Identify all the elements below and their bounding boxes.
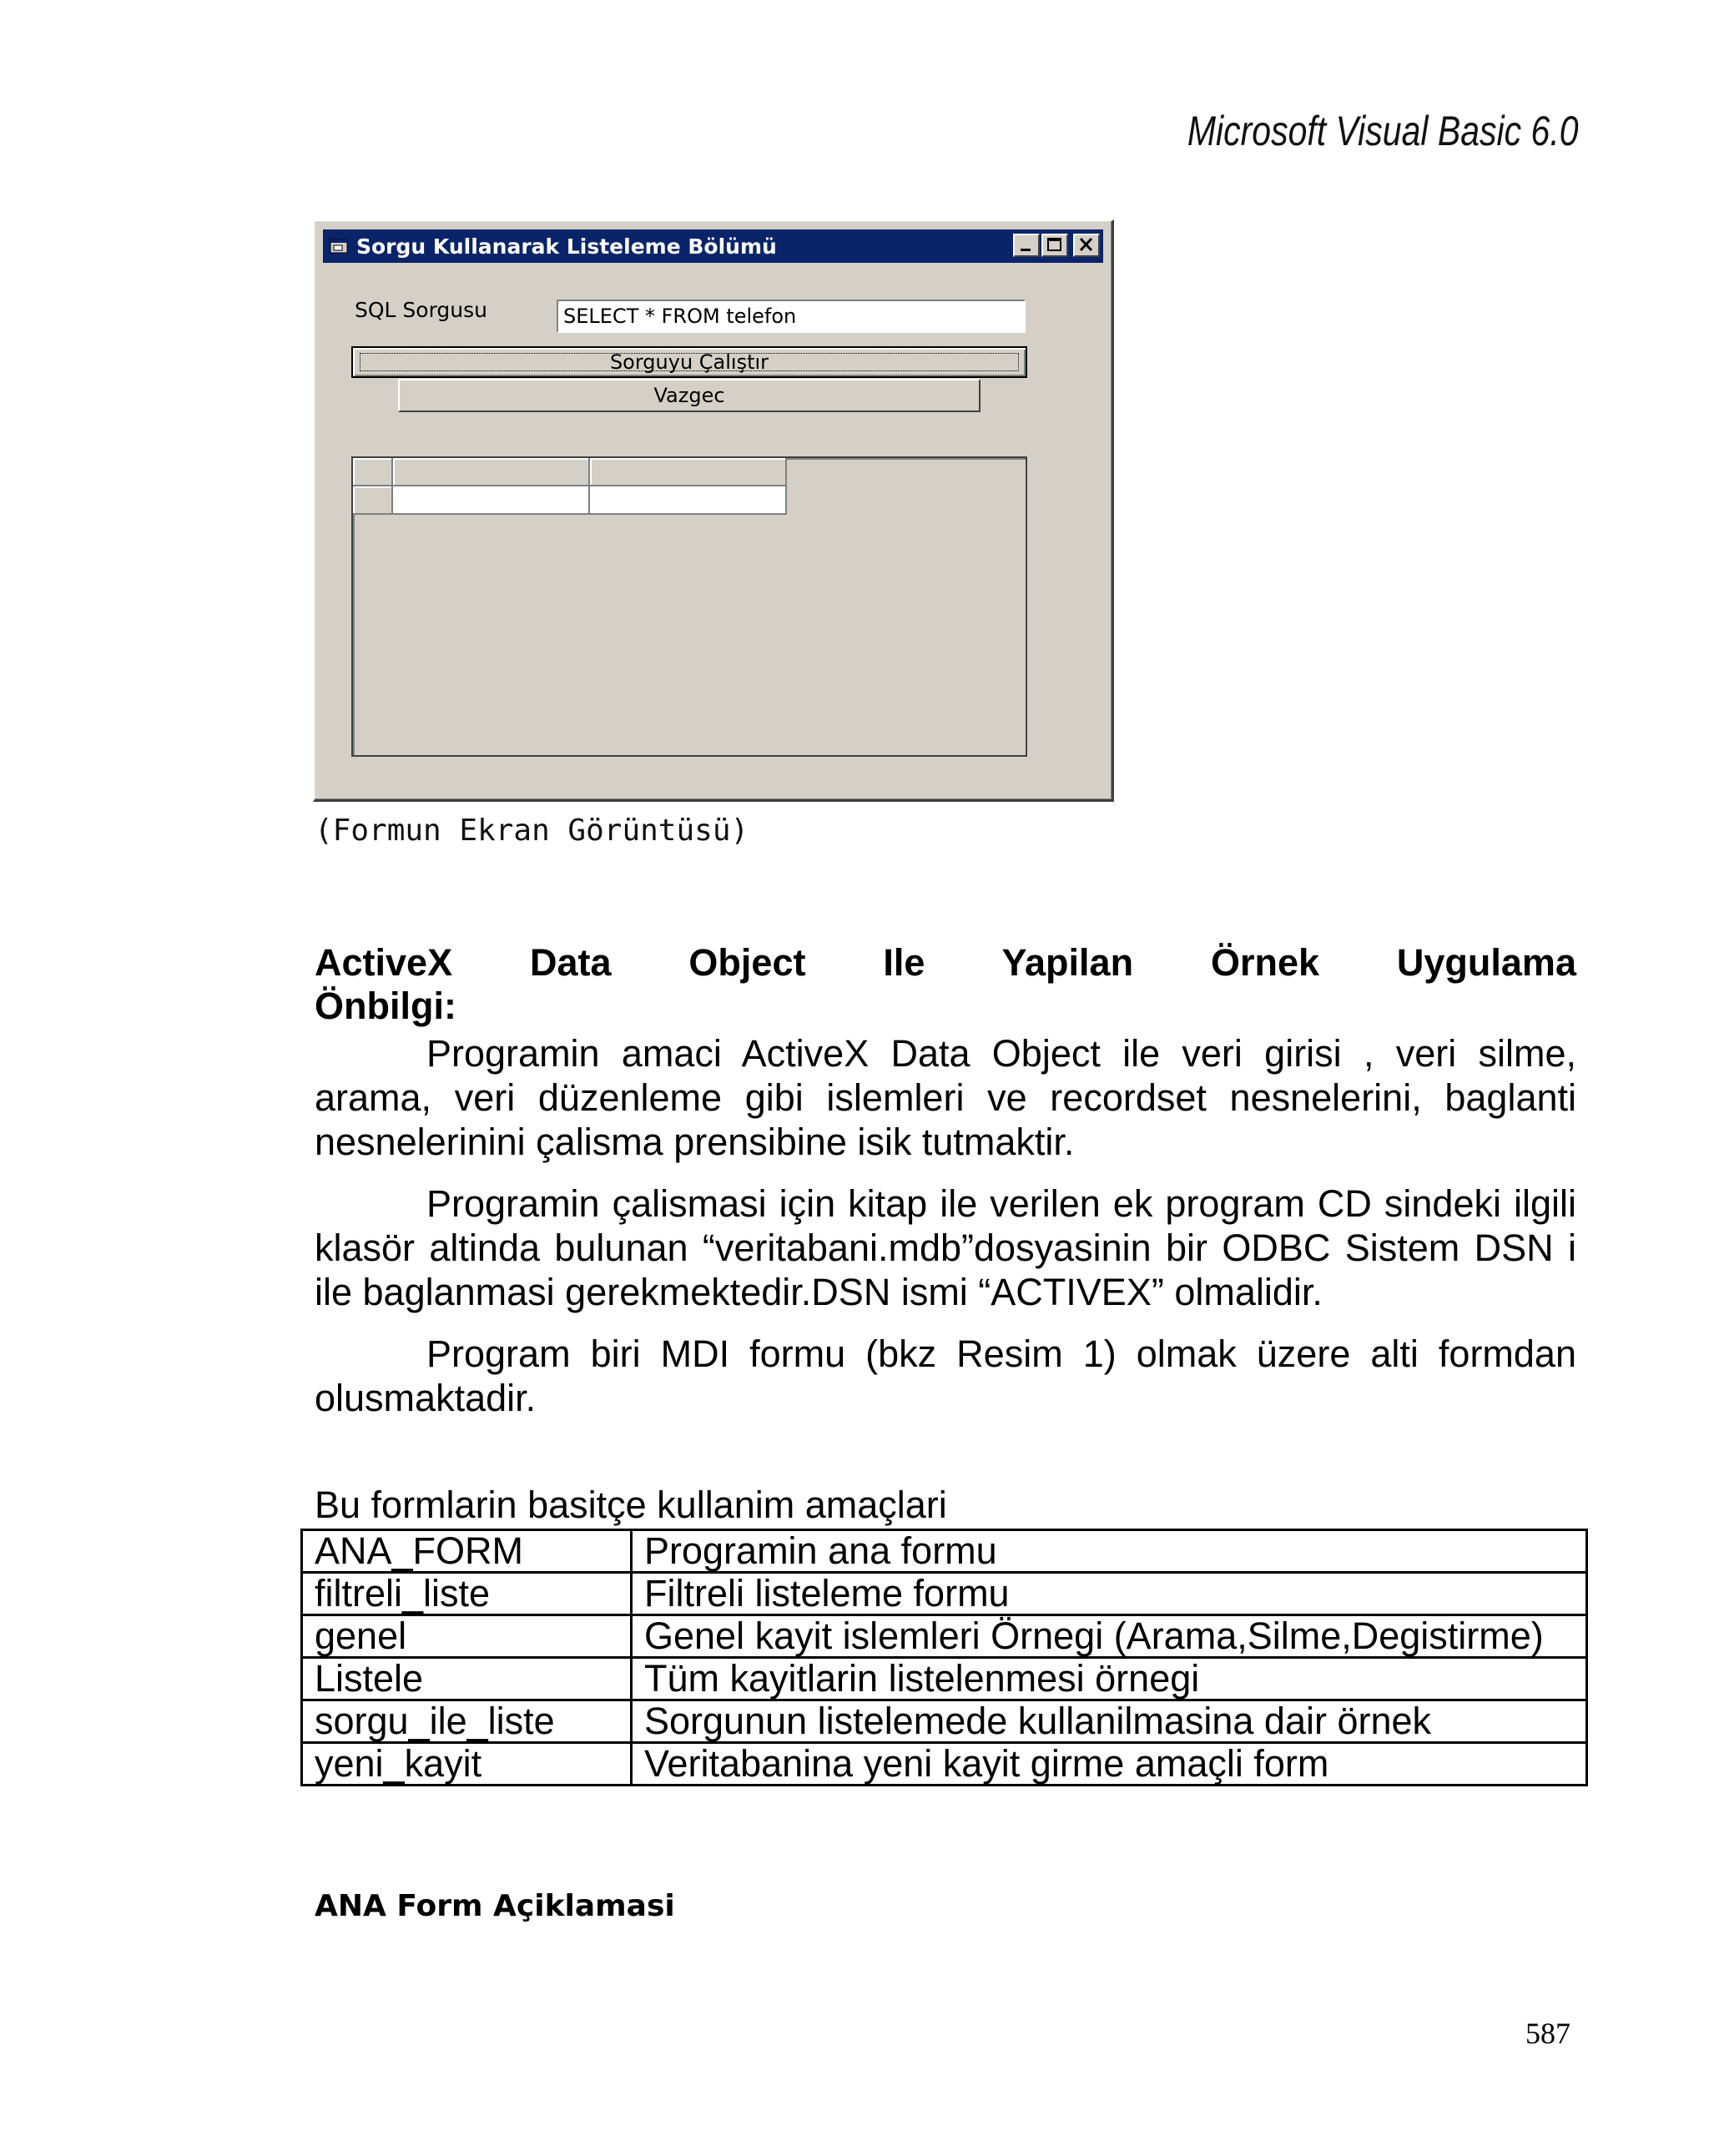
cancel-button[interactable]: [398, 379, 981, 412]
sql-query-input[interactable]: SELECT * FROM telefon: [557, 300, 1026, 333]
table-row: [302, 1658, 1587, 1700]
grid-column-header[interactable]: [590, 458, 787, 486]
run-query-button[interactable]: [351, 346, 1027, 378]
grid-data-row: [353, 486, 787, 515]
window-titlebar[interactable]: [323, 229, 1103, 263]
heading-word: Ile: [883, 941, 925, 984]
results-grid[interactable]: [351, 456, 1027, 757]
grid-cell[interactable]: [590, 486, 787, 515]
form-name-cell: ANA_FORM: [302, 1530, 632, 1573]
form-description-cell: Genel kayit islemleri Örnegi (Arama,Silme,Degistirme): [632, 1615, 1587, 1658]
close-button[interactable]: [1073, 234, 1100, 257]
form-description-cell: Filtreli listeleme formu: [632, 1573, 1587, 1615]
table-row: [302, 1743, 1587, 1786]
form-name-cell: genel: [302, 1615, 632, 1658]
grid-corner-cell: [353, 458, 393, 486]
table-title: Bu formlarin basitçe kullanim amaçlari: [315, 1484, 947, 1526]
form-description-cell: Programin ana formu: [632, 1530, 1587, 1573]
paragraph: Programin amaci ActiveX Data Object ile veri girisi , veri silme, arama, veri düzenleme gibi islemleri ve recordset nesnelerini, baglanti nesnelerinini çalisma prensibine isik tutmaktir.: [315, 1032, 1576, 1163]
form-name-cell: yeni_kayit: [302, 1743, 632, 1786]
vb-form-window: [313, 219, 1114, 802]
close-icon: [1075, 235, 1098, 255]
form-name-cell: filtreli_liste: [302, 1573, 632, 1615]
sql-query-label: SQL Sorgusu: [355, 298, 488, 322]
grid-cell[interactable]: [393, 486, 590, 515]
heading-word: Yapilan: [1001, 941, 1134, 984]
maximize-icon: [1043, 235, 1066, 255]
grid-row-header[interactable]: [353, 486, 393, 515]
table-row: [302, 1530, 1587, 1573]
table-row: [302, 1573, 1587, 1615]
heading-word: Data: [529, 941, 612, 984]
paragraph: Program biri MDI formu (bkz Resim 1) olmak üzere alti formdan olusmaktadir.: [315, 1332, 1576, 1419]
focus-rectangle: [360, 353, 1019, 371]
form-name-cell: sorgu_ile_liste: [302, 1700, 632, 1743]
heading-word: Örnek: [1210, 941, 1320, 984]
form-description-cell: Veritabanina yeni kayit girme amaçli form: [632, 1743, 1587, 1786]
window-title: Sorgu Kullanarak Listeleme Bölümü: [356, 234, 777, 259]
section-heading: [315, 941, 1576, 985]
cancel-label: Vazgec: [653, 384, 725, 407]
form-icon: [330, 237, 350, 255]
figure-caption: (Formun Ekran Görüntüsü): [315, 814, 749, 848]
subsection-heading: ANA Form Açiklamasi: [315, 1889, 675, 1923]
table-row: [302, 1615, 1587, 1658]
minimize-button[interactable]: [1013, 234, 1040, 257]
running-header: Microsoft Visual Basic 6.0: [1187, 108, 1579, 154]
minimize-icon: [1015, 235, 1038, 255]
heading-word: Uygulama: [1396, 941, 1576, 984]
page-number: 587: [1525, 2017, 1570, 2050]
section-heading-line2: Önbilgi:: [315, 985, 456, 1027]
maximize-button[interactable]: [1041, 234, 1068, 257]
heading-word: ActiveX: [315, 941, 453, 984]
table-row: [302, 1700, 1587, 1743]
heading-word: Object: [688, 941, 806, 984]
form-name-cell: Listele: [302, 1658, 632, 1700]
form-description-cell: Tüm kayitlarin listelenmesi örnegi: [632, 1658, 1587, 1700]
grid-header-row: [353, 458, 787, 486]
grid-column-header[interactable]: [393, 458, 590, 486]
paragraph: Programin çalismasi için kitap ile verilen ek program CD sindeki ilgili klasör altinda bulunan “veritabani.mdb”dosyasinin bir ODBC Sistem DSN i ile baglanmasi gerekmektedir.DSN ismi “ACTIVEX” olmalidir.: [315, 1182, 1576, 1313]
run-query-label: Sorguyu Çalıştır: [609, 350, 769, 374]
form-description-cell: Sorgunun listelemede kullanilmasina dair örnek: [632, 1700, 1587, 1743]
forms-table: [300, 1529, 1588, 1786]
